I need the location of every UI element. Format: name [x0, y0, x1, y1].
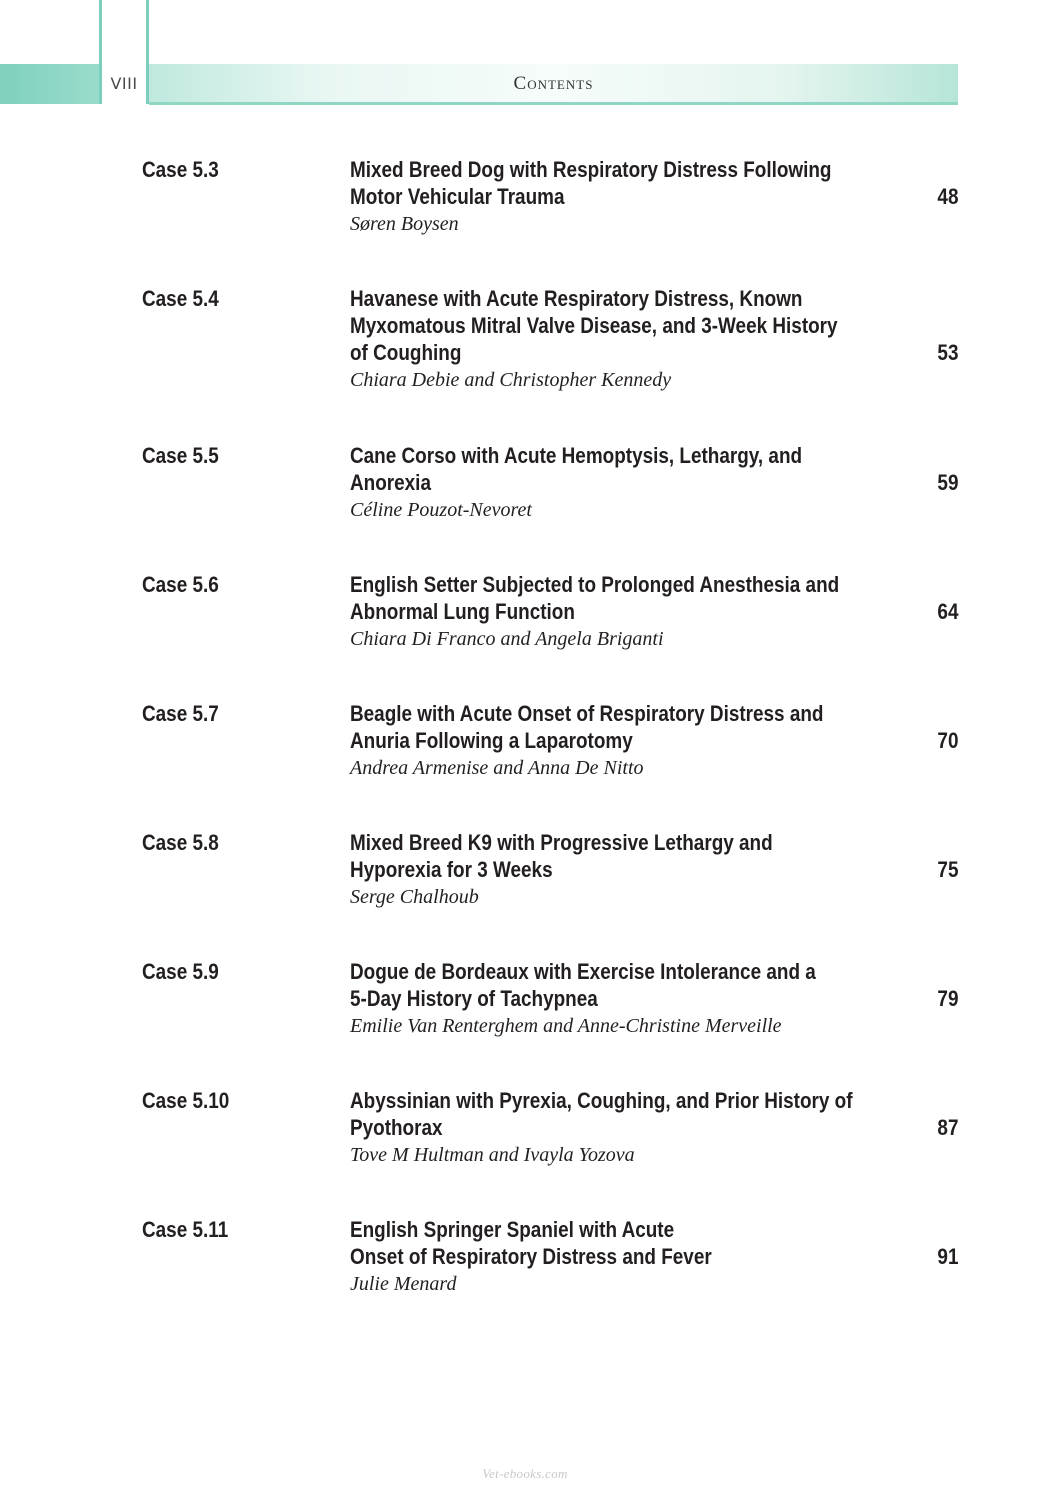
case-title [350, 156, 909, 210]
case-number: Case 5.8 [142, 830, 219, 855]
case-number: Case 5.9 [142, 959, 219, 984]
case-title [350, 1216, 909, 1270]
case-title-line: Mixed Breed Dog with Respiratory Distress Following [350, 157, 832, 182]
case-number: Case 5.11 [142, 1217, 229, 1242]
watermark: Vet-ebooks.com [482, 1466, 568, 1481]
case-title-line: Cane Corso with Acute Hemoptysis, Lethargy, and [350, 443, 803, 468]
case-title-line: Hyporexia for 3 Weeks [350, 857, 553, 882]
case-page-number: 59 [936, 470, 958, 495]
case-body [350, 958, 910, 1041]
case-title-line: Onset of Respiratory Distress and Fever [350, 1244, 712, 1269]
case-title-line: Havanese with Acute Respiratory Distress, Known [350, 286, 803, 311]
case-page-number: 91 [936, 1244, 958, 1269]
case-page-number: 53 [936, 340, 958, 365]
case-number: Case 5.3 [142, 157, 219, 182]
case-title-line: Anuria Following a Laparotomy [350, 728, 633, 753]
case-number: Case 5.10 [142, 1088, 230, 1113]
case-authors: Céline Pouzot-Nevoret [350, 499, 532, 521]
case-page-number: 87 [936, 1115, 958, 1140]
case-body [350, 571, 910, 654]
case-title-line: Dogue de Bordeaux with Exercise Intolerance and a [350, 959, 816, 984]
case-body [350, 700, 910, 783]
case-title [350, 571, 909, 625]
case-title-line: Anorexia [350, 470, 431, 495]
case-body [350, 285, 910, 395]
case-authors: Andrea Armenise and Anna De Nitto [350, 757, 644, 779]
case-body [350, 1216, 910, 1299]
case-title-line: English Setter Subjected to Prolonged Anesthesia and [350, 572, 840, 597]
case-authors: Emilie Van Renterghem and Anne-Christine Merveille [350, 1015, 782, 1037]
case-title-line: Pyothorax [350, 1115, 443, 1140]
case-title [350, 285, 909, 366]
case-number: Case 5.5 [142, 443, 219, 468]
case-title-line: Beagle with Acute Onset of Respiratory Distress and [350, 701, 824, 726]
case-title-line: Mixed Breed K9 with Progressive Lethargy and [350, 830, 773, 855]
case-authors: Serge Chalhoub [350, 886, 479, 908]
case-authors: Chiara Di Franco and Angela Briganti [350, 628, 664, 650]
case-authors: Søren Boysen [350, 213, 459, 235]
case-page-number: 64 [936, 599, 958, 624]
running-title: Contents [513, 73, 594, 94]
case-number: Case 5.7 [142, 701, 219, 726]
case-page-number: 79 [936, 986, 958, 1011]
case-authors: Chiara Debie and Christopher Kennedy [350, 369, 672, 391]
case-title-line: Myxomatous Mitral Valve Disease, and 3-Week History [350, 313, 838, 338]
case-authors: Tove M Hultman and Ivayla Yozova [350, 1144, 635, 1166]
case-title-line: English Springer Spaniel with Acute [350, 1217, 675, 1242]
case-page-number: 70 [936, 728, 958, 753]
case-title [350, 1087, 909, 1141]
case-number: Case 5.4 [142, 286, 219, 311]
header-accent-block [0, 64, 100, 104]
case-title [350, 700, 909, 754]
case-body [350, 442, 910, 525]
case-title-line: Abnormal Lung Function [350, 599, 575, 624]
page-folio: VIII [110, 74, 138, 93]
case-title-line: 5-Day History of Tachypnea [350, 986, 598, 1011]
case-title-line: Abyssinian with Pyrexia, Coughing, and Prior History of [350, 1088, 853, 1113]
case-body [350, 1087, 910, 1170]
case-page-number: 75 [936, 857, 958, 882]
case-title-line: of Coughing [350, 340, 462, 365]
case-title [350, 829, 909, 883]
case-title [350, 958, 909, 1012]
case-page-number: 48 [936, 184, 958, 209]
case-body [350, 829, 910, 912]
case-title [350, 442, 909, 496]
case-authors: Julie Menard [350, 1273, 457, 1295]
case-number: Case 5.6 [142, 572, 219, 597]
case-title-line: Motor Vehicular Trauma [350, 184, 565, 209]
case-body [350, 156, 910, 239]
